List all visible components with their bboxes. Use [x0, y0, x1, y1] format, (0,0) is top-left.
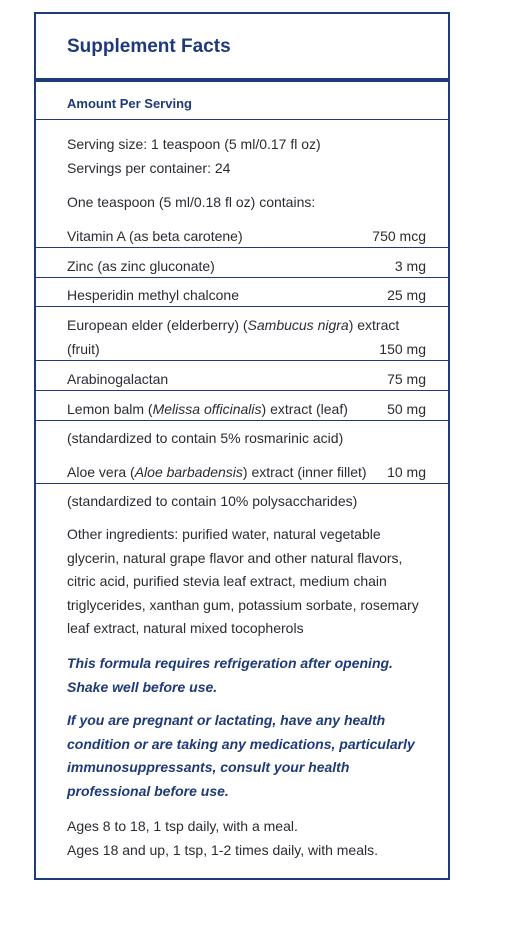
row-divider	[36, 247, 448, 248]
heading-divider	[36, 119, 448, 120]
nutrient-note: (standardized to contain 5% rosmarinic acid)	[67, 430, 344, 446]
row-divider	[36, 483, 448, 484]
pregnancy-warning: If you are pregnant or lactating, have any health condition or are taking any medications, particularly immunosuppressants, consult your health professional before use.	[67, 712, 415, 799]
nutrient-amount: 50 mg	[387, 401, 426, 417]
dosage-line: Ages 8 to 18, 1 tsp daily, with a meal.	[67, 818, 298, 834]
nutrient-amount: 750 mcg	[372, 228, 426, 244]
nutrient-name: Hesperidin methyl chalcone	[67, 287, 239, 303]
other-ingredients: Other ingredients: purified water, natural vegetable glycerin, natural grape flavor and other natural flavors, citric acid, purified stevia leaf extract, medium chain triglycerides, xanthan gum, potassium sorbate, rosemary leaf extract, natural mixed tocopherols	[67, 526, 419, 636]
nutrient-name: Arabinogalactan	[67, 371, 169, 387]
title-divider	[36, 78, 448, 82]
nutrient-name: Zinc (as zinc gluconate)	[67, 258, 215, 274]
nutrient-name-continued: (fruit)	[67, 341, 100, 357]
nutrient-note: (standardized to contain 10% polysaccharides)	[67, 493, 358, 509]
nutrient-amount: 25 mg	[387, 287, 426, 303]
serving-size: Serving size: 1 teaspoon (5 ml/0.17 fl oz)	[67, 136, 321, 152]
nutrient-amount: 75 mg	[387, 371, 426, 387]
row-divider	[36, 306, 448, 307]
nutrient-name: Lemon balm (Melissa officinalis) extract (leaf)	[67, 401, 348, 417]
contains-line: One teaspoon (5 ml/0.18 fl oz) contains:	[67, 194, 316, 210]
panel-title: Supplement Facts	[67, 36, 231, 57]
refrigeration-warning: This formula requires refrigeration after opening. Shake well before use.	[67, 655, 393, 695]
nutrient-name: Vitamin A (as beta carotene)	[67, 228, 243, 244]
row-divider	[36, 420, 448, 421]
row-divider	[36, 360, 448, 361]
row-divider	[36, 390, 448, 391]
nutrient-amount: 10 mg	[387, 464, 426, 480]
nutrient-amount: 3 mg	[394, 258, 426, 274]
row-divider	[36, 277, 448, 278]
dosage-line: Ages 18 and up, 1 tsp, 1-2 times daily, with meals.	[67, 842, 379, 858]
nutrient-name: European elder (elderberry) (Sambucus nigra) extract	[67, 317, 400, 333]
nutrient-amount: 150 mg	[379, 341, 426, 357]
nutrient-name: Aloe vera (Aloe barbadensis) extract (inner fillet)	[67, 464, 367, 480]
amount-per-serving-heading: Amount Per Serving	[67, 96, 192, 111]
servings-per-container: Servings per container: 24	[67, 160, 231, 176]
supplement-facts-panel	[34, 12, 450, 880]
